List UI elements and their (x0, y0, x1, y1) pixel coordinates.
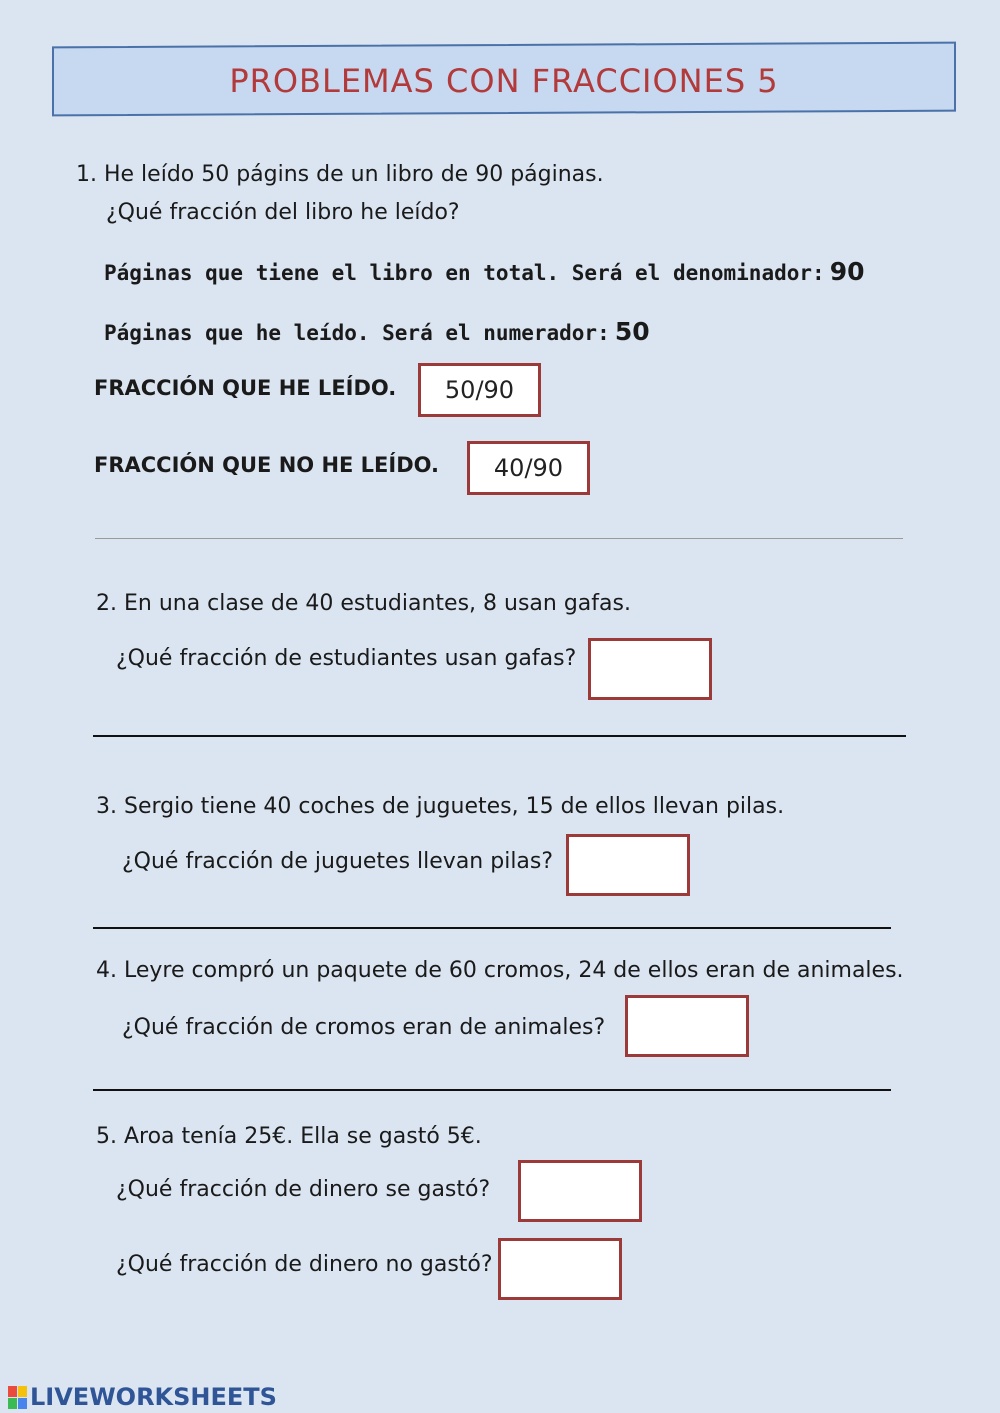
unread-fraction-answer[interactable]: 40/90 (467, 441, 590, 495)
divider (93, 1089, 891, 1091)
problem-5-question-not-spent: ¿Qué fracción de dinero no gastó? (116, 1252, 493, 1277)
problem-1-question: ¿Qué fracción del libro he leído? (106, 200, 460, 225)
divider (93, 735, 906, 737)
problem-5-question-spent: ¿Qué fracción de dinero se gastó? (116, 1177, 491, 1202)
numerator-value: 50 (614, 317, 650, 346)
divider (95, 538, 903, 539)
problem-2-question: ¿Qué fracción de estudiantes usan gafas? (116, 646, 577, 671)
liveworksheets-logo-icon (8, 1386, 27, 1409)
problem-3-answer-box[interactable] (566, 834, 690, 896)
problem-2-answer-box[interactable] (588, 638, 712, 700)
read-fraction-answer[interactable]: 50/90 (418, 363, 541, 417)
denominator-value: 90 (829, 257, 865, 286)
problem-4-statement: 4. Leyre compró un paquete de 60 cromos, 24 de ellos eran de animales. (96, 958, 904, 983)
denominator-line (104, 257, 865, 286)
divider (93, 927, 891, 929)
unread-fraction-label: FRACCIÓN QUE NO HE LEÍDO. (94, 453, 440, 477)
problem-5-statement: 5. Aroa tenía 25€. Ella se gastó 5€. (96, 1124, 482, 1149)
numerator-line (104, 317, 650, 346)
problem-1-statement: 1. He leído 50 págins de un libro de 90 páginas. (76, 162, 604, 187)
page-title: PROBLEMAS CON FRACCIONES 5 (229, 62, 779, 100)
problem-5-spent-answer-box[interactable] (518, 1160, 642, 1222)
read-fraction-label: FRACCIÓN QUE HE LEÍDO. (94, 376, 397, 400)
numerator-label: Páginas que he leído. Será el numerador: (104, 321, 610, 345)
problem-3-question: ¿Qué fracción de juguetes llevan pilas? (122, 849, 554, 874)
denominator-label: Páginas que tiene el libro en total. Será el denominador: (104, 261, 825, 285)
liveworksheets-logo[interactable] (8, 1383, 277, 1411)
problem-4-question: ¿Qué fracción de cromos eran de animales? (122, 1015, 606, 1040)
problem-2-statement: 2. En una clase de 40 estudiantes, 8 usan gafas. (96, 591, 631, 616)
problem-3-statement: 3. Sergio tiene 40 coches de juguetes, 15 de ellos llevan pilas. (96, 794, 785, 819)
problem-4-answer-box[interactable] (625, 995, 749, 1057)
brand-name: LIVEWORKSHEETS (30, 1383, 277, 1411)
problem-5-not-spent-answer-box[interactable] (498, 1238, 622, 1300)
